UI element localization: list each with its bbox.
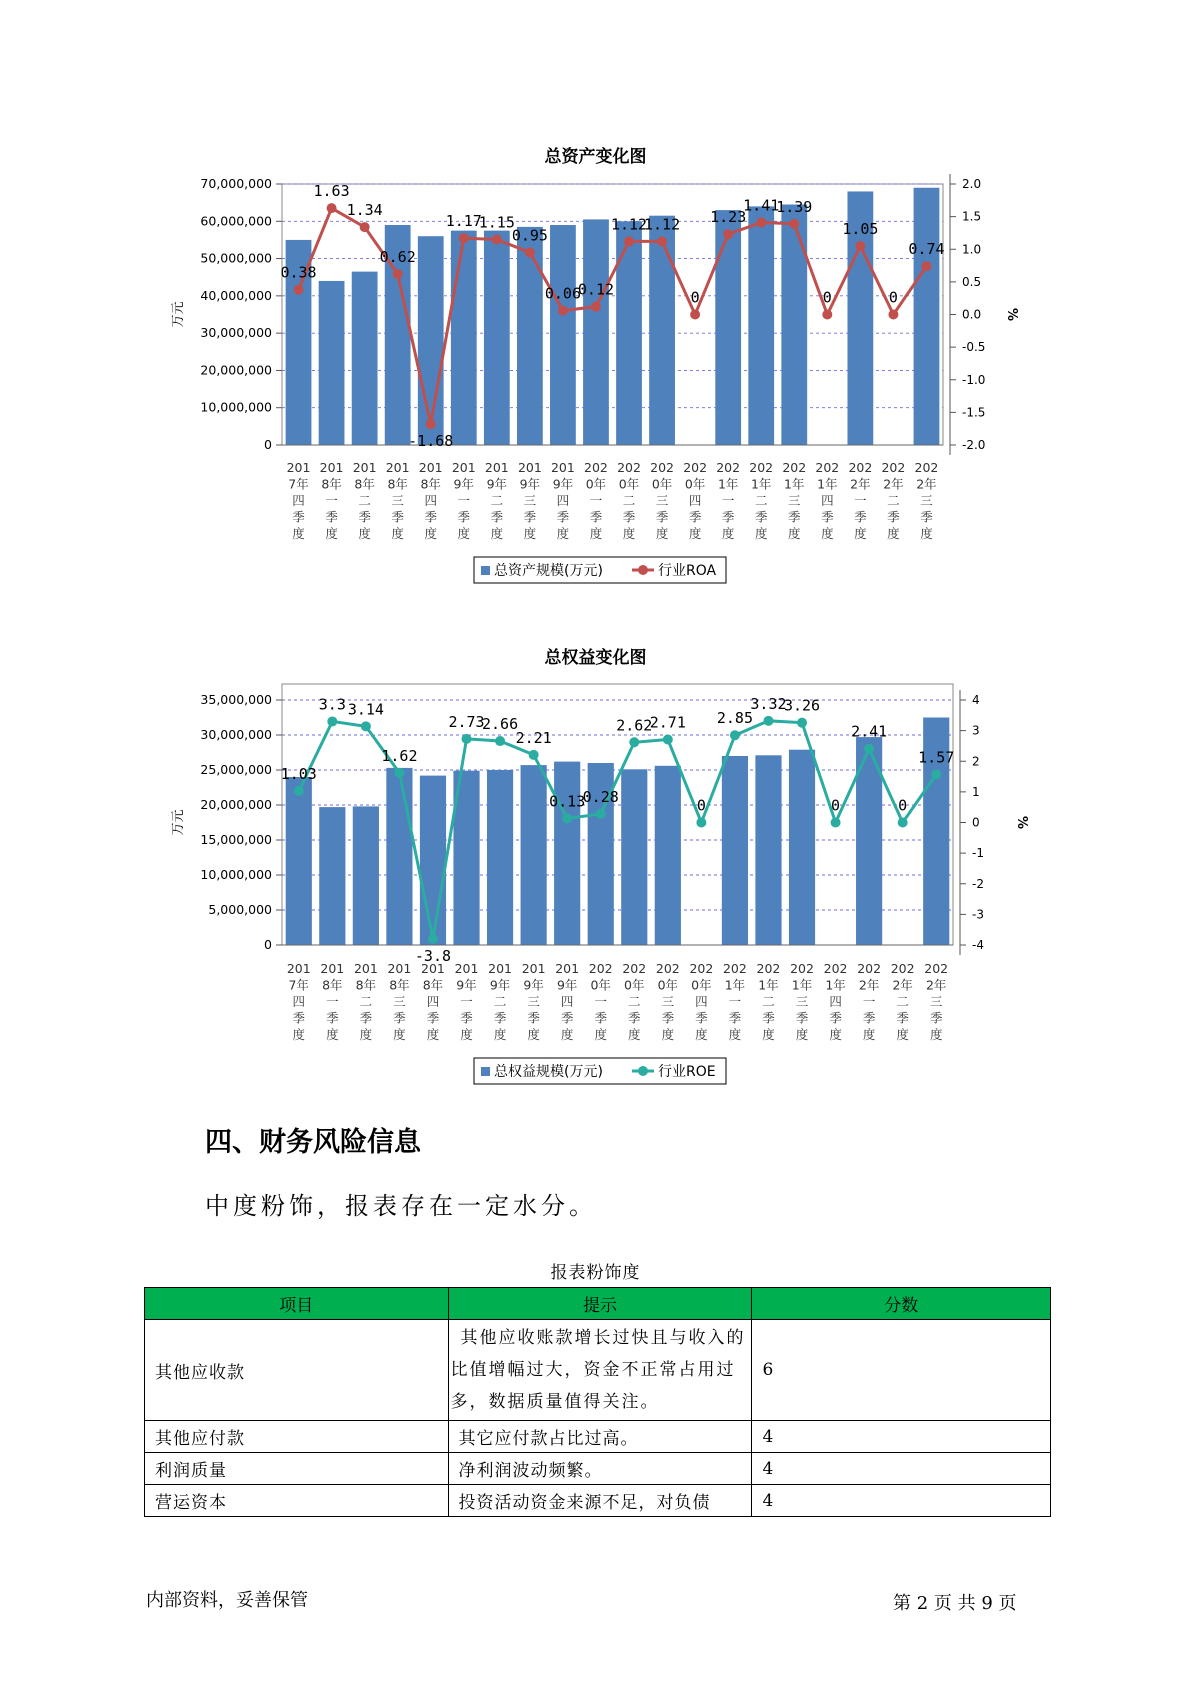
footer-page-number: 第 2 页 共 9 页 [893, 1593, 1017, 1614]
data-label: 1.57 [918, 748, 955, 767]
y2-axis-tick-label: 1.5 [962, 209, 982, 224]
y-axis-tick-label: 30,000,000 [200, 325, 272, 341]
row-item: 利润质量 [145, 1453, 449, 1485]
y2-axis-tick-label: -3 [972, 907, 984, 922]
data-label: 0 [822, 288, 832, 307]
y-axis-tick-label: 70,000,000 [200, 176, 272, 191]
row-score: 6 [752, 1320, 1051, 1421]
data-label: 0.74 [908, 240, 945, 259]
table-caption: 报表粉饰度 [550, 1263, 641, 1283]
x-axis-tick-label: 202 1年二季度 [749, 460, 774, 541]
y2-axis-tick-label: 4 [972, 693, 980, 707]
data-label: 2.62 [616, 716, 653, 735]
data-label: 2.66 [482, 715, 519, 734]
x-axis-tick-label: 201 9年三季度 [517, 460, 542, 541]
data-label: 1.23 [710, 208, 747, 227]
x-axis-tick-label: 202 2年三季度 [924, 961, 949, 1042]
y2-axis-tick-label: 2.0 [962, 177, 982, 191]
table-row [145, 1320, 1051, 1421]
x-axis-tick-label: 201 9年四季度 [550, 460, 575, 541]
x-axis-tick-label: 202 1年一季度 [716, 460, 741, 541]
line-point [931, 769, 941, 779]
data-label: 0.62 [379, 248, 416, 267]
table-row [145, 1453, 1051, 1485]
bar [487, 770, 513, 945]
line-point [361, 721, 371, 731]
data-label: 3.26 [783, 696, 821, 715]
y-axis-tick-label: 35,000,000 [200, 692, 272, 707]
bar [722, 756, 748, 945]
line-point [462, 734, 472, 744]
data-label: 1.39 [776, 197, 813, 216]
x-axis-tick-label: 201 9年一季度 [454, 961, 479, 1042]
y2-axis-tick-label: 1 [972, 784, 980, 799]
data-label: 1.62 [381, 746, 418, 765]
y2-axis-label: % [1004, 307, 1019, 322]
x-axis-tick-label: 201 8年三季度 [385, 460, 410, 541]
bar [353, 806, 379, 945]
line-point [327, 716, 337, 726]
row-hint: 净利润波动频繁。 [448, 1453, 752, 1485]
x-axis-tick-label: 201 8年四季度 [421, 961, 445, 1042]
y-axis-tick-label: 25,000,000 [200, 762, 272, 777]
line-point [629, 737, 639, 747]
y-axis-tick-label: 15,000,000 [200, 832, 272, 847]
x-axis-tick-label: 202 1年四季度 [815, 460, 840, 541]
y2-axis-tick-label: 1.0 [962, 242, 982, 257]
x-axis-tick-label: 201 7年四季度 [286, 961, 311, 1042]
table-row [145, 1421, 1051, 1453]
equity-chart-title: 总权益变化图 [544, 648, 647, 668]
line-point [730, 730, 740, 740]
x-axis-tick-label: 201 8年一季度 [320, 961, 345, 1042]
y2-axis-tick-label: -0.5 [962, 340, 986, 355]
data-label: 1.34 [346, 201, 383, 220]
line-point [529, 750, 539, 760]
bar [286, 777, 312, 945]
x-axis-tick-label: 201 9年二季度 [484, 460, 509, 541]
data-label: 0.28 [582, 787, 619, 806]
header-score: 分数 [752, 1288, 1051, 1320]
data-label: 1.15 [478, 213, 515, 232]
y2-axis-tick-label: -1.5 [962, 405, 986, 420]
bar [521, 765, 547, 945]
data-label: 1.12 [644, 215, 681, 234]
row-score: 4 [752, 1453, 1051, 1485]
y-axis-tick-label: 30,000,000 [200, 727, 272, 742]
bar [319, 807, 345, 945]
line-point [495, 736, 505, 746]
data-label: 1.03 [280, 764, 317, 783]
x-axis-tick-label: 201 7年四季度 [286, 460, 311, 541]
x-axis-tick-label: 202 1年三季度 [790, 961, 814, 1042]
x-axis-tick-label: 201 8年二季度 [353, 961, 378, 1042]
y-axis-tick-label: 20,000,000 [200, 362, 272, 378]
data-label: 2.41 [851, 722, 888, 741]
header-item: 项目 [145, 1288, 449, 1320]
legend-line-label: 行业ROE [658, 1064, 716, 1080]
data-label: 3.3 [318, 695, 346, 714]
y-axis-tick-label: 0 [264, 937, 272, 952]
data-label: 3.32 [750, 694, 787, 713]
row-item: 其他应付款 [145, 1421, 449, 1453]
x-axis-tick-label: 201 9年二季度 [488, 961, 513, 1042]
y2-axis-tick-label: -1 [972, 846, 984, 861]
x-axis-tick-label: 202 2年二季度 [881, 460, 906, 541]
x-axis-tick-label: 201 8年一季度 [319, 460, 344, 541]
data-label: 1.05 [842, 219, 879, 238]
y-axis-label: 万元 [171, 301, 186, 328]
x-axis-tick-label: 201 8年四季度 [418, 460, 443, 541]
line-point [763, 716, 773, 726]
line-point [294, 786, 304, 796]
section-text: 中度粉饰，报表存在一定水分。 [205, 1192, 597, 1220]
line-point [562, 814, 572, 824]
data-label: -1.68 [408, 432, 454, 451]
x-axis-tick-label: 201 8年二季度 [352, 460, 377, 541]
legend-line-marker [638, 1066, 648, 1076]
data-label: 1.63 [313, 182, 350, 201]
x-axis-tick-label: 202 2年三季度 [914, 460, 939, 541]
data-label: 2.21 [515, 728, 552, 747]
bar [789, 750, 815, 945]
x-axis-tick-label: 202 0年四季度 [683, 460, 708, 541]
section-heading: 四、财务风险信息 [205, 1127, 421, 1158]
data-label: 1.12 [610, 215, 648, 234]
data-label: 0.13 [549, 792, 586, 811]
line-point [864, 744, 874, 754]
row-score: 4 [752, 1421, 1051, 1453]
x-axis-tick-label: 202 0年一季度 [588, 961, 613, 1042]
row-item: 其他应收款 [145, 1320, 449, 1421]
bar [621, 769, 647, 945]
risk-table [144, 1287, 1051, 1517]
bar [755, 755, 781, 945]
y2-axis-tick-label: 0.5 [962, 274, 982, 289]
line-point [797, 718, 807, 728]
data-label: 1.41 [743, 196, 780, 215]
y-axis-tick-label: 5,000,000 [208, 902, 272, 917]
bar [420, 776, 446, 945]
y2-axis-label: % [1014, 815, 1029, 830]
x-axis-tick-label: 202 0年二季度 [617, 460, 641, 541]
legend-bar-swatch [481, 1067, 490, 1076]
row-item: 营运资本 [145, 1485, 449, 1517]
header-hint: 提示 [448, 1288, 752, 1320]
y2-axis-tick-label: 2 [972, 754, 980, 769]
line-point [696, 818, 706, 828]
data-label: 2.71 [649, 713, 686, 732]
x-axis-tick-label: 202 2年一季度 [857, 961, 882, 1042]
y2-axis-tick-label: -2.0 [962, 438, 986, 452]
x-axis-tick-label: 202 2年一季度 [848, 460, 873, 541]
assets-chart-title: 总资产变化图 [544, 147, 647, 167]
bar [554, 762, 580, 945]
y2-axis-tick-label: -1.0 [962, 372, 986, 387]
line-point [428, 934, 438, 944]
x-axis-tick-label: 202 2年二季度 [890, 961, 915, 1042]
row-score: 4 [752, 1485, 1051, 1517]
y2-axis-tick-label: -2 [972, 876, 984, 891]
x-axis-tick-label: 202 0年二季度 [622, 961, 647, 1042]
data-label: -3.8 [414, 946, 452, 965]
x-axis-tick-label: 202 1年四季度 [823, 961, 848, 1042]
x-axis-tick-label: 202 0年四季度 [689, 961, 714, 1042]
bar [655, 766, 681, 945]
y-axis-tick-label: 60,000,000 [200, 213, 272, 229]
data-label: 0.12 [577, 280, 615, 299]
y-axis-tick-label: 20,000,000 [200, 797, 272, 812]
x-axis-tick-label: 202 1年一季度 [722, 961, 747, 1042]
data-label: 0 [690, 288, 700, 307]
data-label: 0.38 [280, 263, 317, 282]
data-label: 0 [898, 796, 908, 815]
table-header-row [145, 1288, 1051, 1320]
legend-bar-label: 总资产规模(万元) [494, 563, 603, 579]
row-hint: 投资活动资金来源不足，对负债 [448, 1485, 752, 1517]
y-axis-tick-label: 50,000,000 [200, 250, 272, 266]
data-label: 0 [696, 796, 706, 815]
y2-axis-tick-label: 0.0 [962, 307, 982, 322]
bar [386, 768, 412, 945]
line-point [831, 818, 841, 828]
legend-line-label: 行业ROA [658, 563, 717, 579]
legend-bar-label: 总权益规模(万元) [494, 1064, 603, 1080]
row-hint: 其他应收账款增长过快且与收入的比值增幅过大，资金不正常占用过多，数据质量值得关注。 [448, 1320, 752, 1421]
footer-left: 内部资料，妥善保管 [146, 1590, 308, 1611]
y-axis-tick-label: 10,000,000 [200, 867, 272, 882]
x-axis-tick-label: 202 0年三季度 [655, 961, 680, 1042]
y-axis-tick-label: 40,000,000 [200, 287, 272, 303]
x-axis-tick-label: 202 0年一季度 [584, 460, 608, 541]
data-label: 0.95 [511, 226, 548, 245]
data-label: 3.14 [347, 700, 384, 719]
y-axis-label: 万元 [171, 809, 186, 836]
x-axis-tick-label: 202 1年三季度 [782, 460, 807, 541]
data-label: 0.06 [544, 284, 581, 303]
x-axis-tick-label: 202 1年二季度 [756, 961, 781, 1042]
data-label: 0 [831, 796, 841, 815]
y2-axis-tick-label: -4 [972, 938, 984, 952]
x-axis-tick-label: 201 9年三季度 [521, 961, 546, 1042]
x-axis-tick-label: 201 9年一季度 [451, 460, 476, 541]
y2-axis-tick-label: 3 [972, 723, 980, 738]
y-axis-tick-label: 0 [264, 437, 272, 452]
line-point [898, 818, 908, 828]
x-axis-tick-label: 202 0年三季度 [650, 460, 675, 541]
data-label: 1.17 [445, 212, 482, 231]
line-point [394, 768, 404, 778]
x-axis-tick-label: 201 8年三季度 [387, 961, 412, 1042]
line-point [596, 809, 606, 819]
data-label: 2.85 [716, 709, 753, 728]
data-label: 0 [888, 288, 898, 307]
data-label: 2.73 [448, 712, 485, 731]
x-axis-tick-label: 201 9年四季度 [555, 961, 580, 1042]
y2-axis-tick-label: 0 [972, 815, 980, 830]
row-hint: 其它应付款占比过高。 [448, 1421, 752, 1453]
table-row [145, 1485, 1051, 1517]
line-point [663, 735, 673, 745]
y-axis-tick-label: 10,000,000 [200, 399, 272, 415]
